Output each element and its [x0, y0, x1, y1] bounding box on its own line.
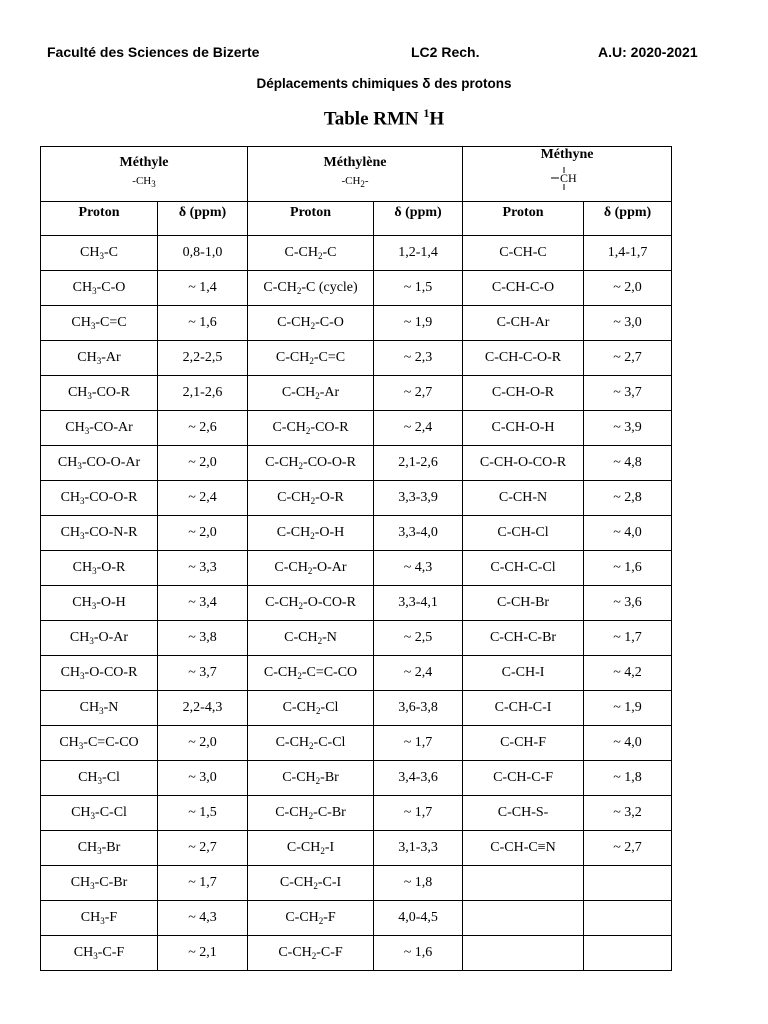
methylene-proton-cell: $C-CH_2-C=C$: [248, 341, 374, 376]
methylene-shift-cell: 3,3-4,1: [374, 586, 463, 621]
methyne-proton-cell: C-CH-I: [463, 656, 584, 691]
methyne-shift-cell: ~ 4,8: [584, 446, 672, 481]
table-row: [41, 341, 672, 376]
methyne-proton-cell: C-CH-N: [463, 481, 584, 516]
methylene-shift-cell: ~ 1,6: [374, 936, 463, 971]
methyle-shift-cell: ~ 2,4: [158, 481, 248, 516]
methyle-shift-cell: ~ 2,1: [158, 936, 248, 971]
methylene-proton-cell: $C-CH_2-C-F$: [248, 936, 374, 971]
methylene-shift-cell: 3,6-3,8: [374, 691, 463, 726]
methylene-proton-cell: $C-CH_2-O-H$: [248, 516, 374, 551]
methyne-shift-cell: ~ 2,7: [584, 831, 672, 866]
methylene-proton-cell: $C-CH_2-Br$: [248, 761, 374, 796]
methyne-proton-cell: C-CH-O-H: [463, 411, 584, 446]
col-header-proton: Proton: [463, 202, 584, 236]
methyle-proton-cell: $CH_3-CO-R$: [41, 376, 158, 411]
title-main: Table RMN: [323, 108, 424, 130]
methyle-proton-cell: $CH_3-O-Ar$: [41, 621, 158, 656]
group-methyne: [463, 147, 672, 202]
methylene-shift-cell: ~ 1,9: [374, 306, 463, 341]
methyne-proton-cell: C-CH-C-O: [463, 271, 584, 306]
methylene-shift-cell: 3,3-3,9: [374, 481, 463, 516]
methyle-shift-cell: ~ 1,6: [158, 306, 248, 341]
methyne-shift-cell: ~ 4,2: [584, 656, 672, 691]
methyne-shift-cell: ~ 2,0: [584, 271, 672, 306]
table-row: [41, 481, 672, 516]
table-row: [41, 866, 672, 901]
methylene-shift-cell: ~ 1,8: [374, 866, 463, 901]
methylene-proton-cell: $C-CH_2-CO-O-R$: [248, 446, 374, 481]
col-header-shift: δ (ppm): [374, 202, 463, 236]
methylene-proton-cell: $C-CH_2-N$: [248, 621, 374, 656]
methyne-shift-cell: ~ 3,9: [584, 411, 672, 446]
methyne-proton-cell: [463, 901, 584, 936]
methylene-shift-cell: ~ 1,7: [374, 796, 463, 831]
methylene-shift-cell: ~ 2,3: [374, 341, 463, 376]
methylene-proton-cell: $C-CH_2-C-Cl$: [248, 726, 374, 761]
methyle-proton-cell: $CH_3-CO-N-R$: [41, 516, 158, 551]
methylene-shift-cell: ~ 2,5: [374, 621, 463, 656]
methylene-proton-cell: $C-CH_2-C=C-CO$: [248, 656, 374, 691]
table-row: [41, 691, 672, 726]
methyne-proton-cell: [463, 936, 584, 971]
title-superscript: 1: [423, 106, 430, 120]
methyle-proton-cell: $CH_3-O-H$: [41, 586, 158, 621]
methylene-shift-cell: ~ 1,7: [374, 726, 463, 761]
table-row: [41, 796, 672, 831]
methyle-shift-cell: ~ 3,3: [158, 551, 248, 586]
methyne-proton-cell: C-CH-C-Br: [463, 621, 584, 656]
methylene-proton-cell: $C-CH_2-C-O$: [248, 306, 374, 341]
methylene-proton-cell: $C-CH_2-C-I$: [248, 866, 374, 901]
table-row: [41, 726, 672, 761]
methyne-shift-cell: ~ 1,7: [584, 621, 672, 656]
methyne-proton-cell: C-CH-O-CO-R: [463, 446, 584, 481]
methylene-proton-cell: $C-CH_2-F$: [248, 901, 374, 936]
group-formula: $-CH_3$: [132, 175, 156, 189]
methyne-structure-symbol: [463, 165, 671, 191]
methyne-formula: CH: [560, 171, 577, 185]
methyle-shift-cell: ~ 3,4: [158, 586, 248, 621]
table-row: [41, 271, 672, 306]
methyle-shift-cell: 2,2-4,3: [158, 691, 248, 726]
methyle-proton-cell: $CH_3-CO-O-R$: [41, 481, 158, 516]
methyne-proton-cell: C-CH-C≡N: [463, 831, 584, 866]
methyle-shift-cell: ~ 3,7: [158, 656, 248, 691]
methyle-shift-cell: ~ 2,0: [158, 446, 248, 481]
methyne-proton-cell: C-CH-S-: [463, 796, 584, 831]
methyne-proton-cell: C-CH-F: [463, 726, 584, 761]
methyle-proton-cell: $CH_3-C-Br$: [41, 866, 158, 901]
methyle-shift-cell: ~ 1,5: [158, 796, 248, 831]
page-title: [0, 106, 768, 130]
methyne-shift-cell: ~ 1,9: [584, 691, 672, 726]
table-row: [41, 936, 672, 971]
column-header-row: [41, 202, 672, 236]
methylene-shift-cell: 3,4-3,6: [374, 761, 463, 796]
col-header-shift: δ (ppm): [584, 202, 672, 236]
methyle-shift-cell: 2,2-2,5: [158, 341, 248, 376]
methylene-proton-cell: $C-CH_2-Cl$: [248, 691, 374, 726]
methyne-shift-cell: ~ 4,0: [584, 726, 672, 761]
methyne-proton-cell: C-CH-Br: [463, 586, 584, 621]
table-row: [41, 411, 672, 446]
group-name: Méthylène: [323, 155, 387, 170]
methyne-shift-cell: ~ 3,7: [584, 376, 672, 411]
col-header-proton: Proton: [41, 202, 158, 236]
methyne-proton-cell: C-CH-C-O-R: [463, 341, 584, 376]
academic-year: A.U: 2020-2021: [598, 44, 698, 60]
methyne-shift-cell: ~ 1,8: [584, 761, 672, 796]
methyle-shift-cell: ~ 2,0: [158, 726, 248, 761]
methyne-proton-cell: C-CH-Ar: [463, 306, 584, 341]
table-row: [41, 831, 672, 866]
methyle-proton-cell: $CH_3-C$: [41, 236, 158, 271]
methyne-proton-cell: [463, 866, 584, 901]
table-row: [41, 656, 672, 691]
group-header-row: [41, 147, 672, 202]
table-row: [41, 516, 672, 551]
methyne-shift-cell: ~ 1,6: [584, 551, 672, 586]
methyne-proton-cell: C-CH-O-R: [463, 376, 584, 411]
methylene-proton-cell: $C-CH_2-O-R$: [248, 481, 374, 516]
methyle-shift-cell: ~ 4,3: [158, 901, 248, 936]
methyne-shift-cell: ~ 3,2: [584, 796, 672, 831]
methyle-proton-cell: $CH_3-CO-O-Ar$: [41, 446, 158, 481]
methyle-shift-cell: ~ 3,8: [158, 621, 248, 656]
methyne-shift-cell: 1,4-1,7: [584, 236, 672, 271]
methyne-shift-cell: [584, 866, 672, 901]
group-methylene: [248, 147, 463, 202]
methylene-proton-cell: $C-CH_2-CO-R$: [248, 411, 374, 446]
methylene-proton-cell: $C-CH_2-O-Ar$: [248, 551, 374, 586]
methyle-proton-cell: $CH_3-C-F$: [41, 936, 158, 971]
methyle-proton-cell: $CH_3-Ar$: [41, 341, 158, 376]
methyne-shift-cell: [584, 936, 672, 971]
methyle-proton-cell: $CH_3-C-O$: [41, 271, 158, 306]
methylene-shift-cell: 3,3-4,0: [374, 516, 463, 551]
methyle-shift-cell: ~ 2,7: [158, 831, 248, 866]
table-row: [41, 306, 672, 341]
table-row: [41, 621, 672, 656]
methyle-shift-cell: ~ 3,0: [158, 761, 248, 796]
methyle-proton-cell: $CH_3-O-CO-R$: [41, 656, 158, 691]
methyle-proton-cell: $CH_3-CO-Ar$: [41, 411, 158, 446]
methylene-proton-cell: $C-CH_2-C$ (cycle): [248, 271, 374, 306]
methylene-proton-cell: $C-CH_2-C-Br$: [248, 796, 374, 831]
methyne-bond-icon: [537, 165, 597, 191]
methylene-shift-cell: ~ 1,5: [374, 271, 463, 306]
methylene-shift-cell: ~ 4,3: [374, 551, 463, 586]
methyne-shift-cell: ~ 2,8: [584, 481, 672, 516]
table-row: [41, 551, 672, 586]
table-row: [41, 761, 672, 796]
methyne-shift-cell: ~ 2,7: [584, 341, 672, 376]
methylene-shift-cell: 2,1-2,6: [374, 446, 463, 481]
methyne-shift-cell: ~ 4,0: [584, 516, 672, 551]
methyle-shift-cell: ~ 2,0: [158, 516, 248, 551]
group-formula: $-CH_2-$: [341, 175, 369, 189]
institution-name: Faculté des Sciences de Bizerte: [47, 44, 260, 60]
col-header-shift: δ (ppm): [158, 202, 248, 236]
methyle-proton-cell: $CH_3-C=C$: [41, 306, 158, 341]
methyle-shift-cell: 2,1-2,6: [158, 376, 248, 411]
methyne-shift-cell: [584, 901, 672, 936]
group-name: Méthyle: [119, 155, 169, 170]
methylene-shift-cell: 3,1-3,3: [374, 831, 463, 866]
table-row: [41, 376, 672, 411]
methyne-proton-cell: C-CH-Cl: [463, 516, 584, 551]
methyne-shift-cell: ~ 3,6: [584, 586, 672, 621]
methyle-shift-cell: 0,8-1,0: [158, 236, 248, 271]
methylene-proton-cell: $C-CH_2-C$: [248, 236, 374, 271]
methyle-shift-cell: ~ 2,6: [158, 411, 248, 446]
methyle-proton-cell: $CH_3-O-R$: [41, 551, 158, 586]
title-element: H: [429, 108, 445, 130]
methyne-proton-cell: C-CH-C-I: [463, 691, 584, 726]
table-row: [41, 446, 672, 481]
table-row: [41, 901, 672, 936]
table-row: [41, 586, 672, 621]
methylene-proton-cell: $C-CH_2-Ar$: [248, 376, 374, 411]
methyle-proton-cell: $CH_3-Cl$: [41, 761, 158, 796]
nmr-shift-table: [40, 146, 672, 971]
methyle-shift-cell: ~ 1,7: [158, 866, 248, 901]
methylene-shift-cell: ~ 2,7: [374, 376, 463, 411]
methyle-shift-cell: ~ 1,4: [158, 271, 248, 306]
methylene-proton-cell: $C-CH_2-O-CO-R$: [248, 586, 374, 621]
course-name: LC2 Rech.: [411, 44, 480, 60]
methylene-shift-cell: ~ 2,4: [374, 656, 463, 691]
methylene-shift-cell: ~ 2,4: [374, 411, 463, 446]
methyle-proton-cell: $CH_3-C=C-CO$: [41, 726, 158, 761]
methyle-proton-cell: $CH_3-Br$: [41, 831, 158, 866]
col-header-proton: Proton: [248, 202, 374, 236]
methyle-proton-cell: $CH_3-N$: [41, 691, 158, 726]
methylene-shift-cell: 4,0-4,5: [374, 901, 463, 936]
page-subtitle: Déplacements chimiques δ des protons: [256, 76, 512, 91]
table-row: [41, 236, 672, 271]
methyne-proton-cell: C-CH-C-Cl: [463, 551, 584, 586]
methyle-proton-cell: $CH_3-F$: [41, 901, 158, 936]
methylene-shift-cell: 1,2-1,4: [374, 236, 463, 271]
methyne-proton-cell: C-CH-C: [463, 236, 584, 271]
methylene-proton-cell: $C-CH_2-I$: [248, 831, 374, 866]
methyne-proton-cell: C-CH-C-F: [463, 761, 584, 796]
group-name: Méthyne: [540, 147, 594, 162]
methyne-shift-cell: ~ 3,0: [584, 306, 672, 341]
methyle-proton-cell: $CH_3-C-Cl$: [41, 796, 158, 831]
group-methyle: [41, 147, 248, 202]
